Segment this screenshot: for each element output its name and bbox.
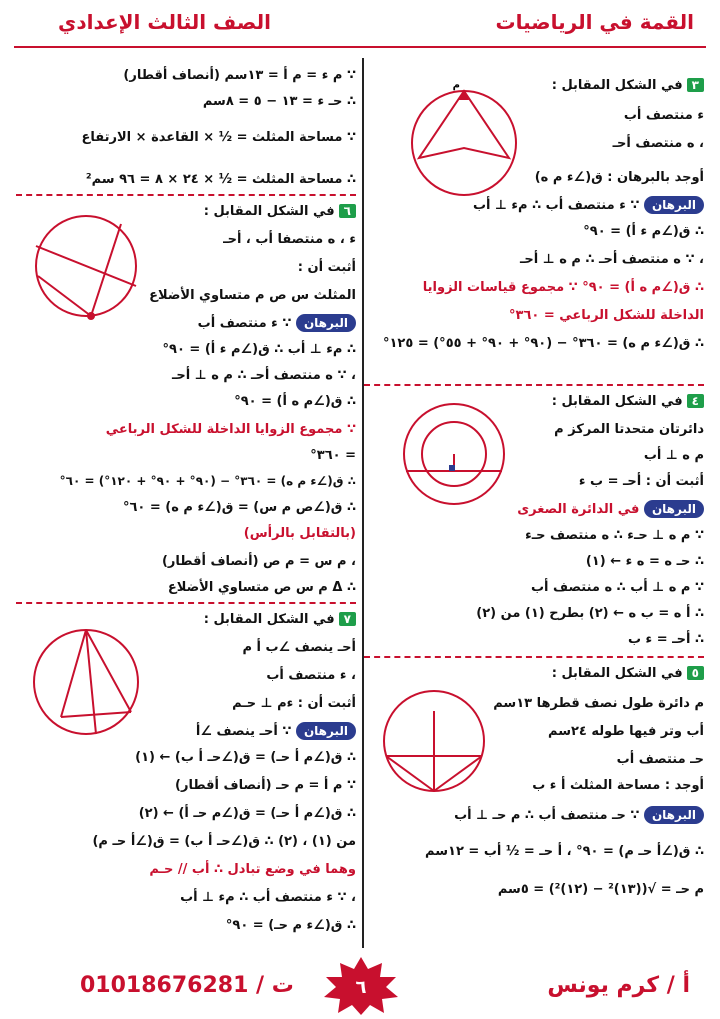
proof-line: الداخلة للشكل الرباعي = ٣٦٠° (509, 308, 704, 323)
question-title: في الشكل المقابل : (551, 78, 683, 93)
page-number: ٦ (355, 977, 367, 998)
required: أوجد بالبرهان : ق(∠ء م ه) (534, 170, 704, 185)
question-title: في الشكل المقابل : (551, 666, 683, 681)
proof-line: ∵ حـ منتصف أب ∴ م حـ ⊥ أب (454, 808, 640, 823)
proof-line: ∴ ق(∠م أ حـ) = ق(∠حـ أ ب) ← (١) (135, 750, 356, 765)
given-2: ، ه منتصف أحـ (612, 136, 704, 151)
proof-line: ، ∵ ه منتصف أحـ ∴ م ه ⊥ أحـ (519, 252, 704, 267)
given-1: دائرتان متحدتا المركز م (554, 422, 704, 437)
given-1: م دائرة طول نصف قطرها ١٣سم (493, 696, 704, 711)
section-separator (16, 194, 356, 196)
required: أوجد : مساحة المثلث أ ء ب (532, 778, 704, 793)
proof-line: م حـ = √((١٣)² − (١٢)²) = ٥سم (497, 882, 704, 897)
question-6 (16, 204, 356, 594)
required: أثبت أن : أحـ = ب ء (578, 474, 704, 489)
proof-line: في الدائرة الصغرى (517, 502, 640, 517)
question-number: ٣ (687, 78, 704, 92)
proof-line: ∴ ق(∠م ه أ) = ٩٠° ∵ مجموع قياسات الزوايا (422, 280, 704, 295)
proof-badge: البرهان (644, 196, 704, 214)
proof-line: ∴ ق(∠ء م حـ) = ٩٠° (225, 918, 356, 933)
proof-line: ، ∵ ء منتصف أب ∴ مء ⊥ أب (180, 890, 356, 905)
proof-line: ∴ ق(∠ء م ه) = ٣٦٠° − (٩٠° + ٩٠° + ١٢٠°) = ٦٠° (59, 474, 356, 488)
given-2: ، ء منتصف أب (266, 668, 356, 683)
figure-q4 (394, 399, 514, 509)
proof-line: ∴ أ ه = ب ه ← (٢) بطرح (١) من (٢) (476, 606, 704, 621)
proof-line: ∴ مء ⊥ أب ∴ ق(∠م ء أ) = ٩٠° (162, 342, 356, 357)
header-divider (14, 46, 706, 48)
author-name: أ / كرم يونس (547, 973, 690, 998)
proof-line: ، م س = م ص (أنصاف أقطار) (161, 554, 356, 569)
given-3: حـ منتصف أب (616, 752, 704, 767)
question-number: ٤ (687, 394, 704, 408)
question-number: ٥ (687, 666, 704, 680)
question-7 (16, 612, 356, 952)
question-3 (364, 78, 704, 378)
proof-line: ∴ حـ ه = ه ء ← (١) (585, 554, 704, 569)
proof-line: ∵ م ه ⊥ أب ∴ ه منتصف أب (530, 580, 704, 595)
proof-line: ∵ أحـ ينصف ∠أ (195, 724, 292, 739)
proof-badge: البرهان (296, 722, 356, 740)
proof-line: وهما في وضع تبادل ∴ أب // حـم (149, 862, 356, 877)
proof-line: ∵ ء منتصف أب (197, 316, 292, 331)
proof-line: ∴ ق(∠ء م ه) = ٣٦٠° − (٩٠° + ٩٠° + ٥٥°) = ١٢٥° (382, 336, 704, 351)
proof-line: ∴ ق(∠م أ حـ) = ق(∠م حـ أ) ← (٢) (138, 806, 356, 821)
proof-line: من (١) ، (٢) ∴ ق(∠حـ أ ب) = ق(∠أ حـ م) (92, 834, 356, 849)
continuation-q5 (16, 68, 356, 188)
figure-q6 (26, 206, 146, 326)
proof-line: ∴ مساحة المثلث = ½ × ٢٤ × ٨ = ٩٦ سم² (85, 172, 356, 187)
given-1: ء ، ه منتصفا أب ، أحـ (223, 232, 356, 247)
proof-line: ∴ ق(∠ص م س) = ق(∠ء م ه) = ٦٠° (122, 500, 356, 515)
proof-line: ∴ ق(∠أ حـ م) = ٩٠° ، أ حـ = ½ أب = ١٢سم (425, 844, 704, 859)
proof-line: ∵ ء منتصف أب ∴ مء ⊥ أب (472, 198, 640, 213)
required-label: أثبت أن : (297, 260, 356, 275)
figure-q5 (374, 686, 494, 796)
section-separator (364, 656, 704, 658)
proof-badge: البرهان (644, 806, 704, 824)
question-number: ٧ (339, 612, 356, 626)
page-number-badge (316, 955, 406, 1015)
proof-badge: البرهان (644, 500, 704, 518)
proof-line: ∵ م ه ⊥ حـء ∴ ه منتصف حـء (525, 528, 704, 543)
question-title: في الشكل المقابل : (203, 204, 335, 219)
grade-title: الصف الثالث الإعدادي (58, 10, 271, 34)
given-1: أحـ ينصف ∠ب أ م (242, 640, 356, 655)
given-2: م ه ⊥ أب (643, 448, 704, 463)
page-footer (0, 955, 720, 1019)
question-5 (364, 666, 704, 956)
proof-line: = ٣٦٠° (310, 448, 356, 463)
question-4 (364, 394, 704, 647)
proof-line: ∵ مساحة المثلث = ½ × القاعدة × الارتفاع (81, 130, 356, 145)
proof-line: ، ∵ ه منتصف أحـ ∴ م ه ⊥ أحـ (171, 368, 356, 383)
page-header (0, 0, 720, 50)
proof-line: ∵ م ء = م أ = ١٣سم (أنصاف أقطار) (123, 68, 356, 83)
given-1: ء منتصف أب (623, 108, 704, 123)
question-title: في الشكل المقابل : (551, 394, 683, 409)
proof-badge: البرهان (296, 314, 356, 332)
figure-q3 (404, 78, 524, 198)
proof-line: ∴ حـ ء = ١٣ − ٥ = ٨سم (202, 94, 356, 109)
svg-text:م: م (452, 80, 460, 91)
required: المثلث س ص م متساوي الأضلاع (149, 288, 356, 303)
figure-q7 (26, 622, 146, 742)
proof-line: ∴ Δ م س ص متساوي الأضلاع (167, 580, 356, 595)
question-number: ٦ (339, 204, 356, 218)
book-title: القمة في الرياضيات (495, 10, 694, 34)
given-2: أب وتر فيها طوله ٢٤سم (548, 724, 704, 739)
section-separator (16, 602, 356, 604)
question-title: في الشكل المقابل : (203, 612, 335, 627)
phone-number: ت / 01018676281 (80, 973, 294, 998)
section-separator (364, 384, 704, 386)
proof-line: (بالتقابل بالرأس) (243, 526, 356, 541)
proof-line: ∵ م أ = م حـ (أنصاف أقطار) (175, 778, 356, 793)
proof-line: ∴ أحـ = ء ب (627, 632, 704, 647)
proof-line: ∵ مجموع الزوايا الداخلة للشكل الرباعي (105, 422, 356, 437)
proof-line: ∴ ق(∠م ه أ) = ٩٠° (234, 394, 356, 409)
required: أثبت أن : ءم ⊥ حـم (232, 696, 356, 711)
proof-line: ∴ ق(∠م ء أ) = ٩٠° (583, 224, 704, 239)
